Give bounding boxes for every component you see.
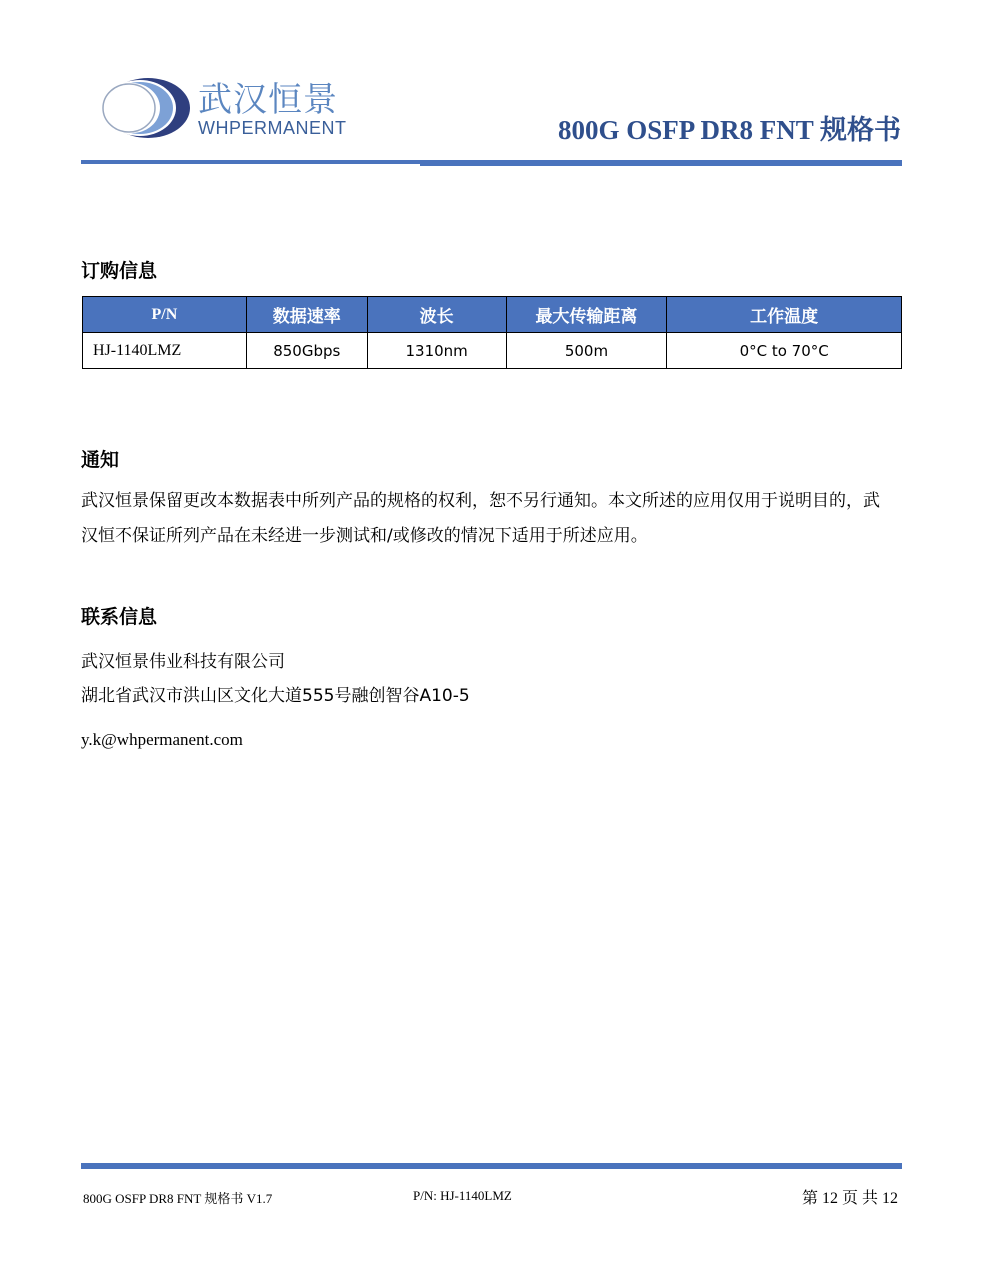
company-logo: [96, 72, 346, 142]
footer-divider: [81, 1163, 902, 1169]
footer-page-number: 第 12 页 共 12: [801, 1190, 898, 1207]
table-cell-temperature: 0°C to 70°C: [667, 333, 902, 369]
contact-email: y.k@whpermanent.com: [81, 730, 243, 749]
footer-doc-version: 800G OSFP DR8 FNT 规格书 V1.7: [83, 1191, 273, 1206]
header-divider-left: [81, 160, 420, 164]
table-row: [83, 333, 902, 369]
table-cell-data-rate: 850Gbps: [246, 333, 367, 369]
notice-section-title: 通知: [81, 449, 120, 471]
notice-text: 武汉恒景保留更改本数据表中所列产品的规格的权利，恕不另行通知。本文所述的应用仅用于说明目的，武汉恒不保证所列产品在未经进一步测试和/或修改的情况下适用于所述应用。: [81, 491, 880, 546]
column-header: 波长: [367, 297, 506, 333]
logo-chinese-name: 武汉恒景: [198, 80, 338, 120]
header-divider-accent: [420, 160, 902, 166]
footer-part-number: P/N: HJ-1140LMZ: [413, 1188, 512, 1203]
table-cell-pn: HJ-1140LMZ: [83, 333, 247, 369]
column-header: 工作温度: [667, 297, 902, 333]
document-title: 800G OSFP DR8 FNT 规格书: [557, 115, 901, 145]
column-header: 数据速率: [246, 297, 367, 333]
company-name: 武汉恒景伟业科技有限公司: [81, 652, 285, 672]
column-header: P/N: [83, 297, 247, 333]
company-address: 湖北省武汉市洪山区文化大道555号融创智谷A10-5: [81, 686, 470, 706]
contact-section-title: 联系信息: [81, 606, 158, 628]
logo-rings-icon: [96, 72, 196, 142]
ordering-table: [82, 296, 902, 369]
table-header-row: [83, 297, 902, 333]
column-header: 最大传输距离: [506, 297, 667, 333]
ordering-section-title: 订购信息: [81, 260, 158, 282]
logo-english-name: WHPERMANENT: [198, 118, 347, 138]
table-cell-wavelength: 1310nm: [367, 333, 506, 369]
table-cell-max-distance: 500m: [506, 333, 667, 369]
